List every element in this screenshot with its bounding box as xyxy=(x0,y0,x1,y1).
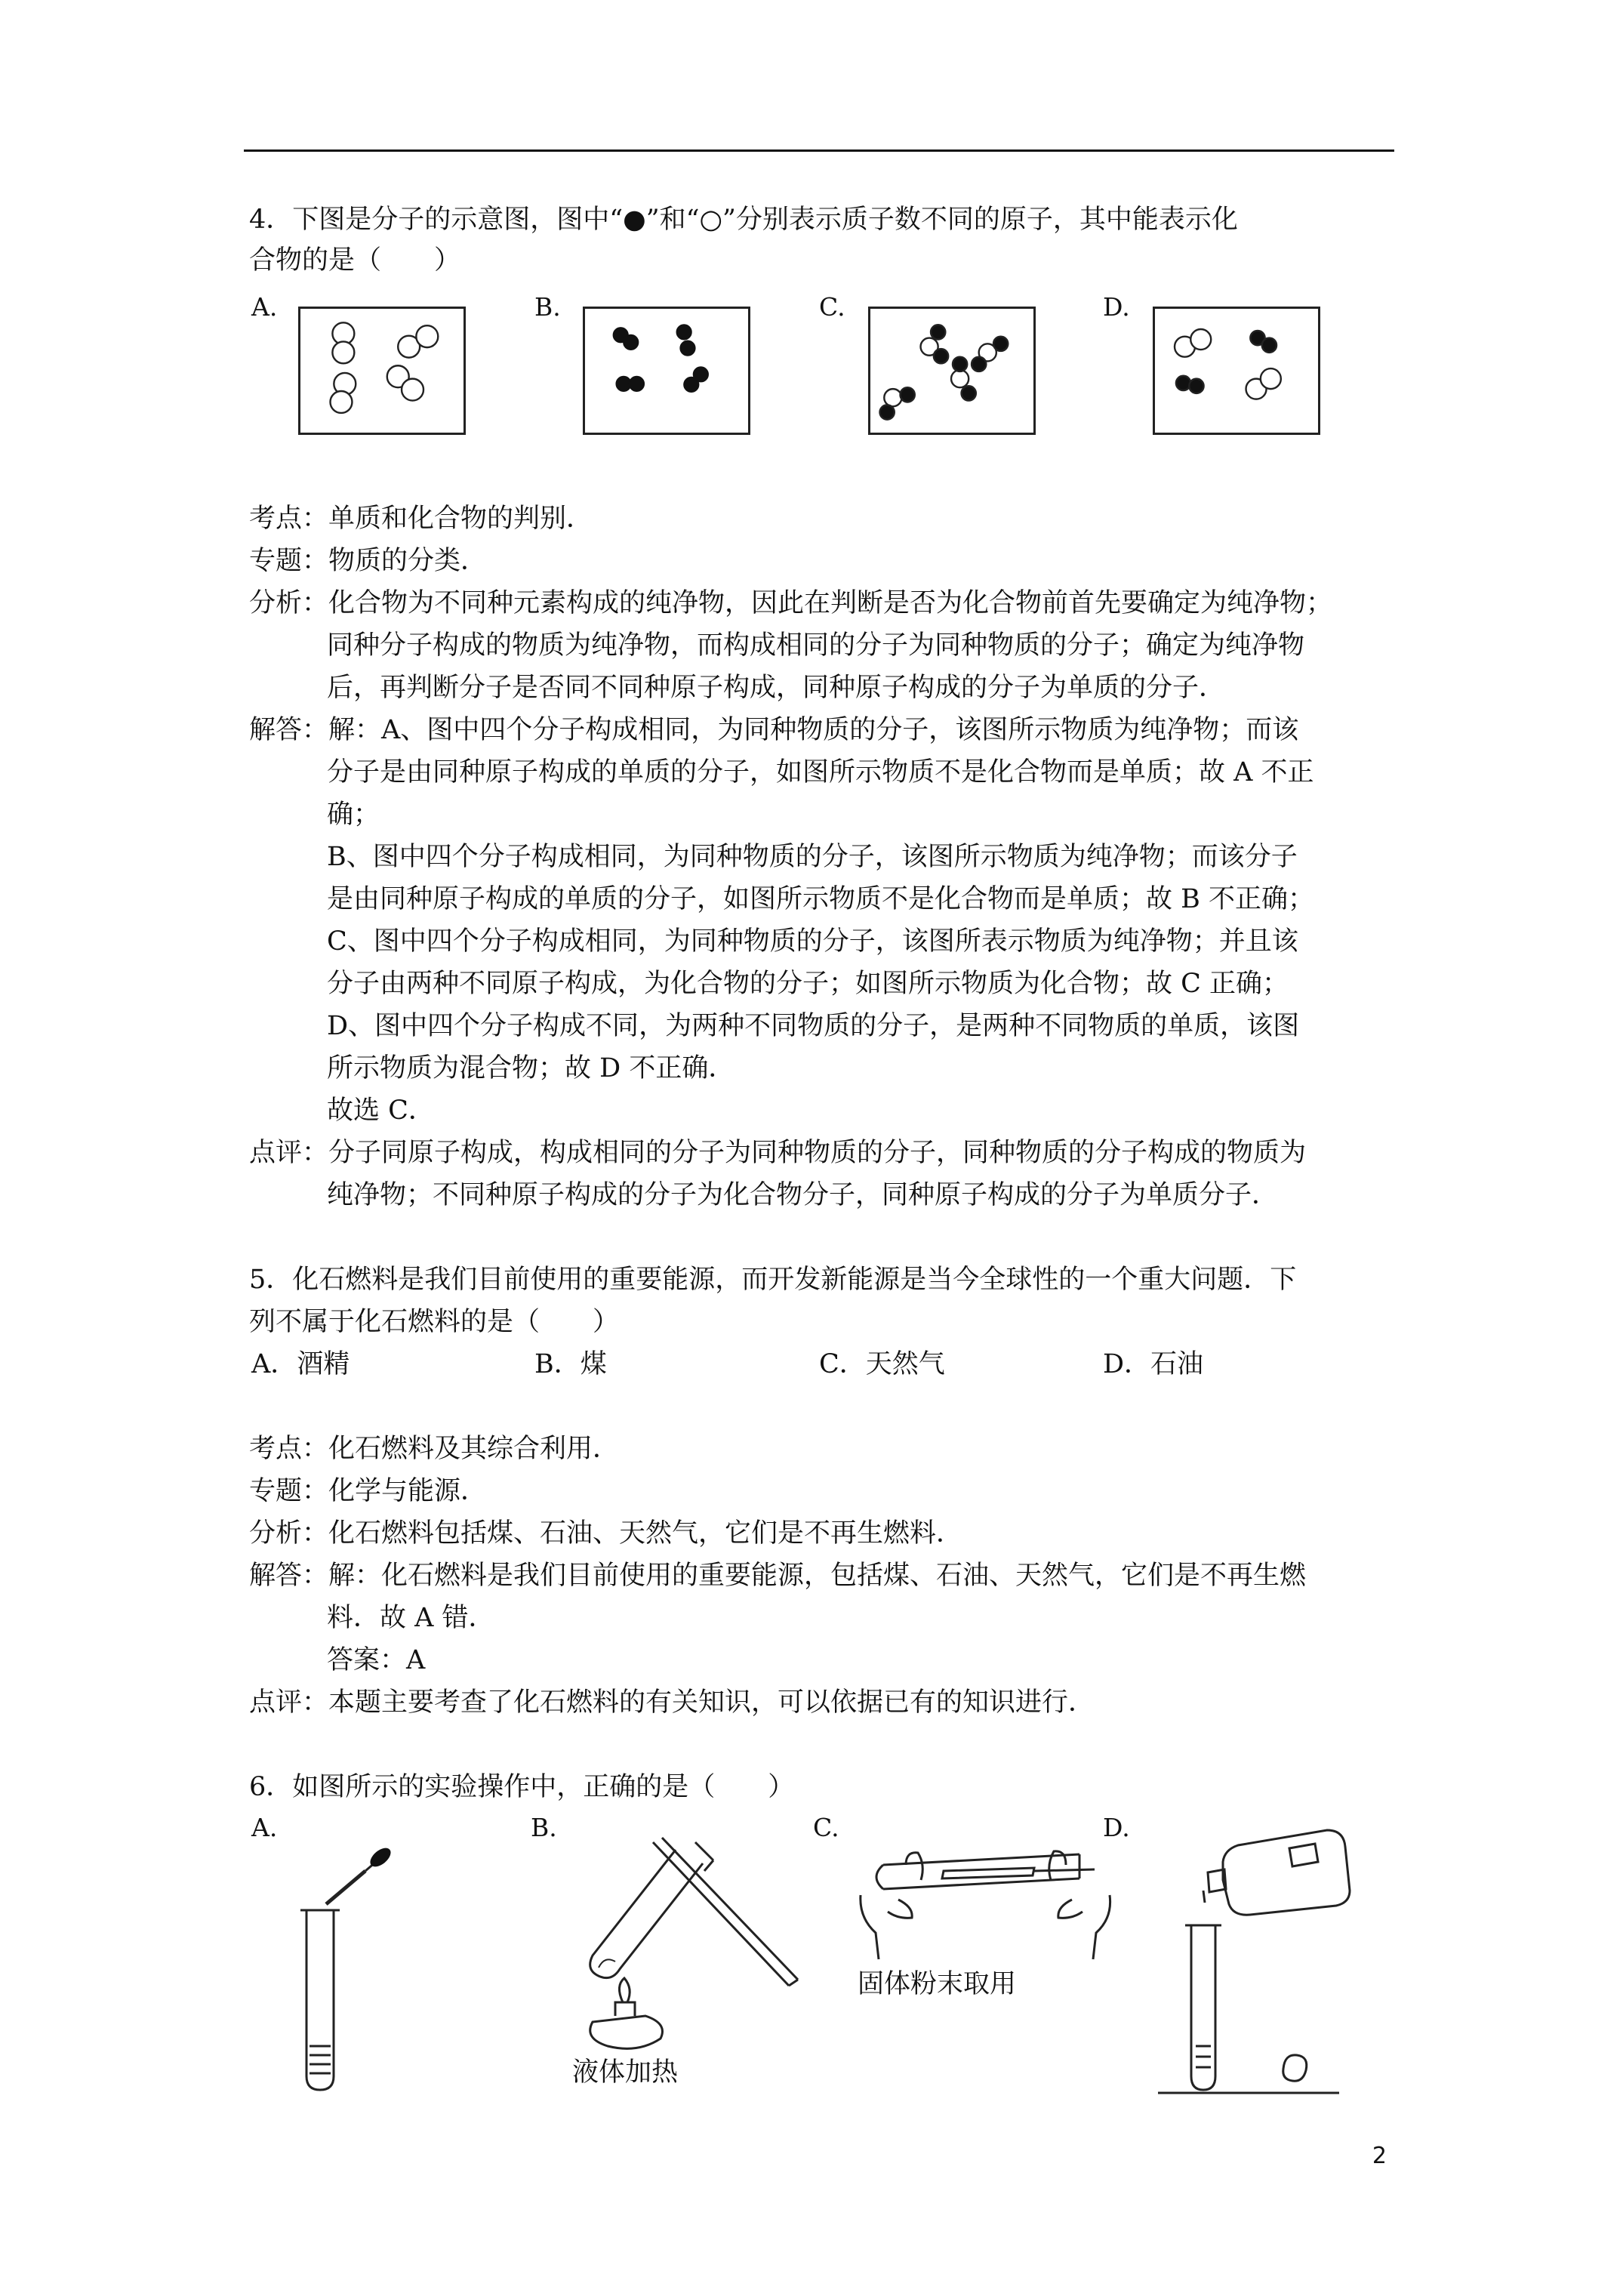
q6-figure-d-pouring xyxy=(1155,1827,1366,2099)
q4-zhuanti: 专题：物质的分类． xyxy=(249,546,488,576)
q6-figure-c-powder xyxy=(853,1835,1125,1971)
q6-figure-b-caption: 液体加热 xyxy=(572,2057,679,2088)
q4-figure-a xyxy=(298,307,466,435)
q6-option-c-label: C. xyxy=(813,1813,839,1842)
q4-jieda-line2: 分子是由同种原子构成的单质的分子，如图所示物质不是化合物而是单质；故 A 不正 xyxy=(327,757,1314,787)
q4-jieda-line8: D、图中四个分子构成不同，为两种不同物质的分子，是两种不同物质的单质，该图 xyxy=(327,1011,1300,1041)
q5-zhuanti: 专题：化学与能源． xyxy=(249,1476,488,1506)
q4-option-c-label: C. xyxy=(819,292,845,322)
q6-stem: 6．如图所示的实验操作中，正确的是（ ） xyxy=(249,1772,795,1802)
q5-jieda-line1: 解答：解：化石燃料是我们目前使用的重要能源，包括煤、石油、天然气，它们是不再生燃 xyxy=(249,1561,1307,1591)
q4-stem-line1: 4．下图是分子的示意图，图中“●”和“○”分别表示质子数不同的原子，其中能表示化 xyxy=(249,205,1238,235)
q4-jieda-line4: B、图中四个分子构成相同，为同种物质的分子，该图所示物质为纯净物；而该分子 xyxy=(327,842,1298,872)
q4-figure-b xyxy=(583,307,750,435)
q5-option-c: C．天然气 xyxy=(819,1349,945,1379)
q4-kaodian: 考点：单质和化合物的判别． xyxy=(249,504,593,534)
q5-option-d: D．石油 xyxy=(1103,1349,1204,1379)
q4-figure-c xyxy=(868,307,1036,435)
q4-dianping-line2: 纯净物；不同种原子构成的分子为化合物分子，同种原子构成的分子为单质分子． xyxy=(327,1180,1279,1210)
molecule-diagram-b xyxy=(585,309,748,433)
q5-stem-line1: 5．化石燃料是我们目前使用的重要能源，而开发新能源是当今全球性的一个重大问题．下 xyxy=(249,1265,1297,1295)
molecule-diagram-d xyxy=(1155,309,1318,433)
q6-figure-a-dropper xyxy=(287,1835,408,2091)
q5-stem-line2: 列不属于化石燃料的是（ ） xyxy=(249,1307,620,1337)
q5-jieda-line3: 答案：A xyxy=(327,1645,426,1675)
q4-option-b-label: B. xyxy=(534,292,561,322)
q4-jieda-line9: 所示物质为混合物；故 D 不正确． xyxy=(327,1053,735,1083)
q6-option-b-label: B. xyxy=(531,1813,557,1842)
header-rule xyxy=(244,149,1394,152)
q4-jieda-line5: 是由同种原子构成的单质的分子，如图所示物质不是化合物而是单质；故 B 不正确； xyxy=(327,884,1314,914)
q4-figure-d xyxy=(1153,307,1320,435)
q4-option-d-label: D. xyxy=(1103,292,1130,322)
q4-jieda-line6: C、图中四个分子构成相同，为同种物质的分子，该图所表示物质为纯净物；并且该 xyxy=(327,926,1298,957)
q4-fenxi-line3: 后，再判断分子是否同不同种原子构成，同种原子构成的分子为单质的分子． xyxy=(327,673,1226,703)
q5-option-a: A．酒精 xyxy=(251,1349,350,1379)
q6-option-a-label: A. xyxy=(251,1813,278,1842)
q4-jieda-line3: 确； xyxy=(327,800,380,830)
q6-figure-c-caption: 固体粉末取用 xyxy=(858,1969,1017,1999)
page-number: 2 xyxy=(1372,2143,1387,2169)
q5-kaodian: 考点：化石燃料及其综合利用． xyxy=(249,1434,620,1464)
molecule-diagram-a xyxy=(300,309,463,433)
q4-jieda-line1: 解答：解：A、图中四个分子构成相同，为同种物质的分子，该图所示物质为纯净物；而该 xyxy=(249,715,1299,745)
molecule-diagram-c xyxy=(870,309,1033,433)
q4-fenxi-line1: 分析：化合物为不同种元素构成的纯净物，因此在判断是否为化合物前首先要确定为纯净物； xyxy=(249,588,1333,618)
q4-jieda-line7: 分子由两种不同原子构成，为化合物的分子；如图所示物质为化合物；故 C 正确； xyxy=(327,969,1289,999)
q6-figure-b-heating xyxy=(562,1835,812,2054)
q6-option-d-label: D. xyxy=(1103,1813,1130,1842)
q5-dianping: 点评：本题主要考查了化石燃料的有关知识，可以依据已有的知识进行． xyxy=(249,1687,1095,1718)
q5-jieda-line2: 料．故 A 错． xyxy=(327,1603,495,1633)
q4-stem-line2: 合物的是（ ） xyxy=(249,245,461,276)
q4-fenxi-line2: 同种分子构成的物质为纯净物，而构成相同的分子为同种物质的分子；确定为纯净物 xyxy=(327,630,1305,661)
q4-jieda-line10: 故选 C． xyxy=(327,1096,435,1126)
q5-option-b: B．煤 xyxy=(534,1349,607,1379)
q4-dianping-line1: 点评：分子同原子构成，构成相同的分子为同种物质的分子，同种物质的分子构成的物质为 xyxy=(249,1138,1307,1168)
q4-option-a-label: A. xyxy=(251,292,278,322)
q5-fenxi: 分析：化石燃料包括煤、石油、天然气，它们是不再生燃料． xyxy=(249,1518,963,1549)
